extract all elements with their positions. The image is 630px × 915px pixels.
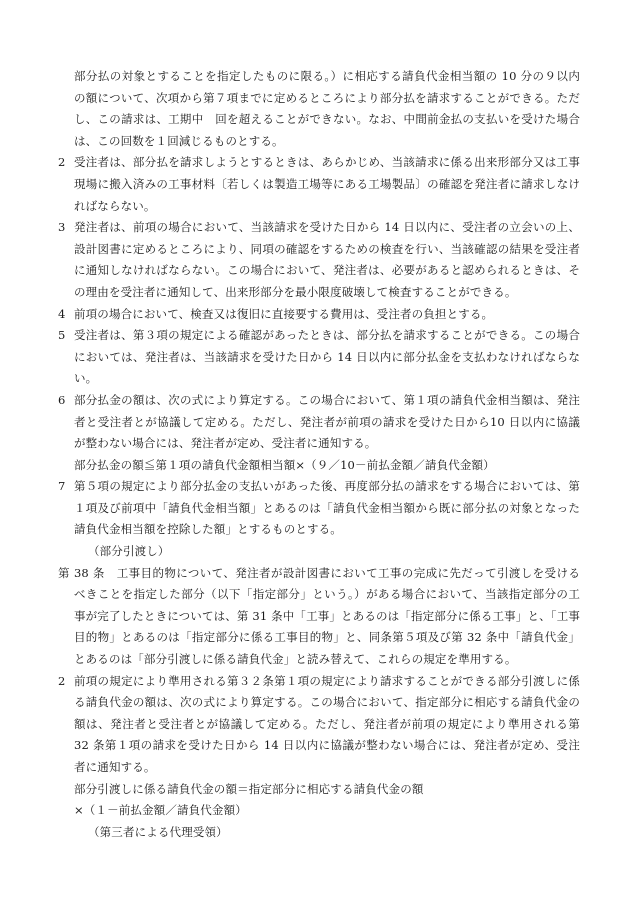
paragraph-5 bbox=[58, 325, 580, 390]
formula-partial-payment: 部分払金の額≦第１項の請負代金額相当額×（９／10－前払金額／請負代金額） bbox=[74, 457, 495, 472]
paragraph-continuation: 部分払の対象とすることを指定したものに限る。）に相応する請負代金相当額の 10 分の９以内の額について、次項から第７項までに定めるところにより部分払を請求することができる。ただし、この請求は、工期中 回を超えることができない。なお、中間前金払の支払いを受けた場合は、この回数を１回減じるものとする。 bbox=[74, 69, 580, 148]
paragraph-number: 5 bbox=[58, 328, 66, 343]
paragraph-number: 3 bbox=[58, 220, 66, 235]
paragraph-text: 受注者は、部分払を請求しようとするときは、あらかじめ、当該請求に係る出来形部分又は工事現場に搬入済みの工事材料〔若しくは製造工場等にある工場製品〕の確認を発注者に請求しなければならない。 bbox=[74, 155, 580, 213]
paragraph-text: 前項の場合において、検査又は復旧に直接要する費用は、受注者の負担とする。 bbox=[74, 306, 494, 321]
article-caption: （第三者による代理受領） bbox=[88, 824, 228, 839]
paragraph-7 bbox=[58, 476, 580, 541]
formula-partial-delivery: 部分引渡しに係る請負代金の額＝指定部分に相応する請負代金の額 bbox=[74, 781, 424, 796]
article-number: 第 38 条 bbox=[58, 565, 105, 580]
paragraph-text: 受注者は、第３項の規定による確認があったときは、部分払を請求することができる。この場合においては、発注者は、当該請求を受けた日から 14 日以内に部分払金を支払わなければならない。 bbox=[74, 328, 580, 386]
paragraph-4 bbox=[58, 304, 580, 326]
formula-partial-delivery-cont: ×（１－前払金額／請負代金額） bbox=[74, 803, 247, 818]
paragraph-number: 4 bbox=[58, 306, 66, 321]
paragraph-2 bbox=[58, 152, 580, 217]
paragraph-text: 発注者は、前項の場合において、当該請求を受けた日から 14 日以内に、受注者の立会いの上、設計図書に定めるところにより、同項の確認をするための検査を行い、当該確認の結果を受注者に通知しなければならない。この場合において、発注者は、必要があると認められるときは、その理由を受注者に通知して、出来形部分を最小限度破壊して検査することができる。 bbox=[74, 220, 580, 299]
paragraph-6 bbox=[58, 390, 580, 455]
document-body bbox=[58, 66, 580, 843]
paragraph-number: 2 bbox=[58, 673, 66, 688]
paragraph-number: 2 bbox=[58, 155, 66, 170]
article-text: 工事目的物について、発注者が設計図書において工事の完成に先だって引渡しを受けるべきことを指定した部分（以下「指定部分」という。）がある場合において、当該指定部分の工事が完了したときについては、第 31 条中「工事」とあるのは「指定部分に係る工事」と、「工事目的物」とあるのは「指定部分に係る工事目的物」と、同条第５項及び第 32 条中「請負代金」とあるのは「部分引渡しに係る請負代金」と読み替えて、これらの規定を準用する。 bbox=[74, 565, 580, 667]
paragraph-text: 部分払金の額は、次の式により算定する。この場合において、第１項の請負代金相当額は、発注者と受注者とが協議して定める。ただし、発注者が前項の請求を受けた日から10 日以内に協議が整わない場合には、発注者が定め、受注者に通知する。 bbox=[74, 392, 580, 451]
paragraph-text: 前項の規定により準用される第３２条第１項の規定により請求することができる部分引渡しに係る請負代金の額は、次の式により算定する。この場合において、指定部分に相応する請負代金の額は、発注者と受注者とが協議して定める。ただし、発注者が前項の規定により準用される第 32 条第１項の請求を受けた日から 14 日以内に協議が整わない場合には、発注者が定め、受注者に通知する。 bbox=[74, 673, 580, 774]
paragraph-number: 6 bbox=[58, 392, 66, 407]
article-38 bbox=[58, 563, 580, 671]
article-38-paragraph-2 bbox=[58, 671, 580, 779]
paragraph-number: 7 bbox=[58, 479, 66, 494]
paragraph-3 bbox=[58, 217, 580, 303]
paragraph-text: 第５項の規定により部分払金の支払いがあった後、再度部分払の請求をする場合においては、第１項及び前項中「請負代金相当額」とあるのは「請負代金相当額から既に部分払の対象となった請負代金相当額を控除した額」とするものとする。 bbox=[74, 479, 580, 537]
article-caption: （部分引渡し） bbox=[88, 544, 170, 559]
